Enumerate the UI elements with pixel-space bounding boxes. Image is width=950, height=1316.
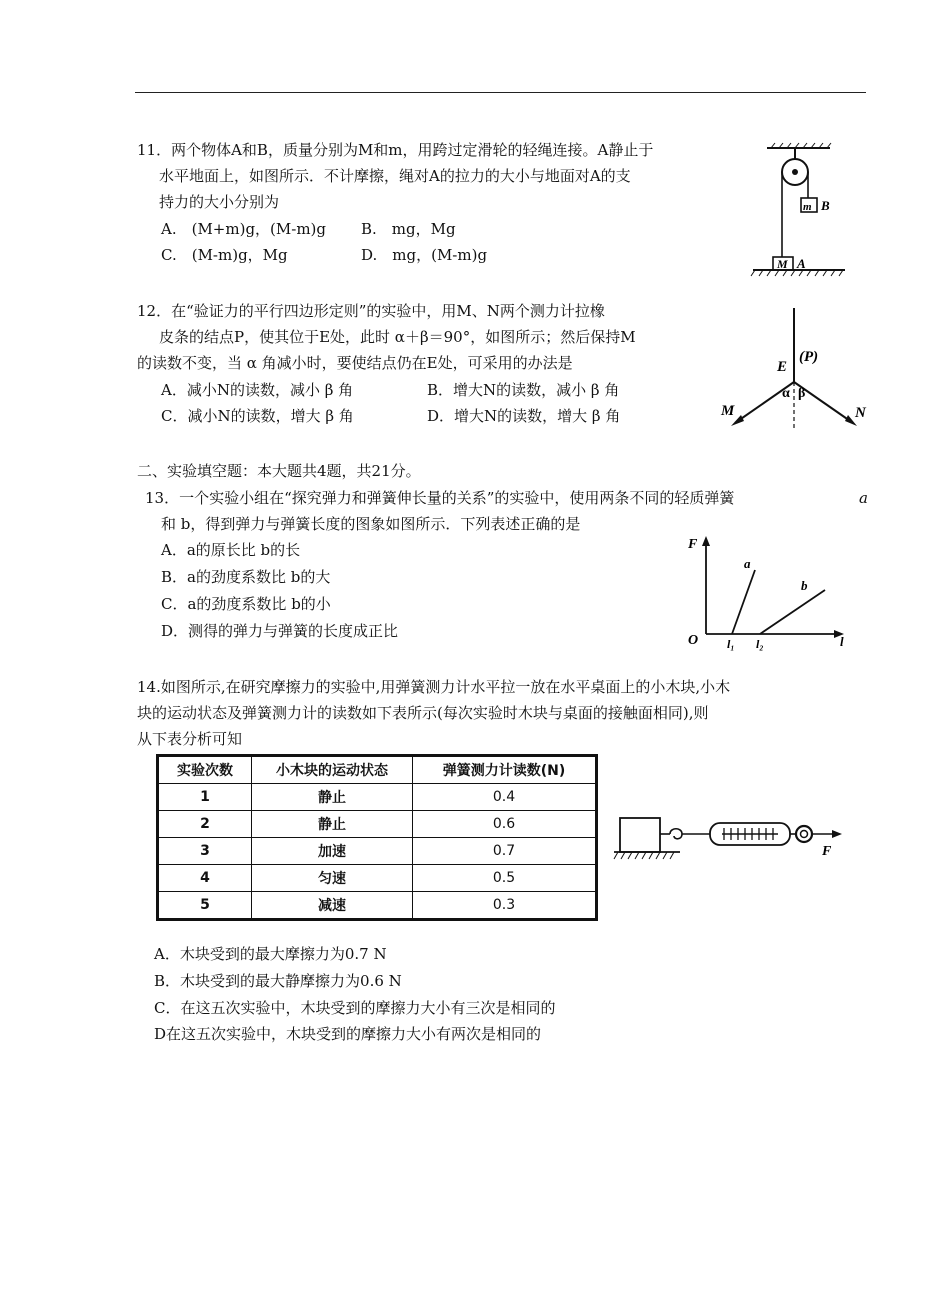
q14-option-a: A．木块受到的最大摩擦力为0.7 N (154, 945, 387, 963)
table-cell: 3 (158, 838, 252, 865)
table-cell: 5 (158, 892, 252, 920)
q13-option-b: B．a的劲度系数比 b的大 (161, 568, 331, 586)
table-cell: 0.7 (413, 838, 597, 865)
q11-option-b: B. mg，Mg (361, 220, 456, 238)
q11-stem-line3: 持力的大小分别为 (159, 193, 280, 211)
label-l2: l₂ (756, 637, 764, 651)
table-header-cell: 小木块的运动状态 (252, 756, 413, 784)
q11-stem-line1: 11．两个物体A和B，质量分别为M和m，用跨过定滑轮的轻绳连接。A静止于 (137, 141, 654, 159)
label-m-force: M (721, 403, 735, 419)
q12-stem-line2: 皮条的结点P，使其位于E处，此时 α＋β＝90°，如图所示；然后保持M (159, 328, 636, 346)
label-b: B (821, 198, 830, 213)
label-n-force: N (855, 405, 866, 421)
label-a-line: a (744, 556, 751, 571)
q12-option-b: B．增大N的读数，减小 β 角 (427, 381, 620, 399)
q13-stem-line1: 13．一个实验小组在“探究弹力和弹簧伸长量的关系”的实验中，使用两条不同的轻质弹簧 (145, 489, 735, 507)
q13-graph-figure (680, 532, 855, 652)
table-header-cell: 实验次数 (158, 756, 252, 784)
table-cell: 0.4 (413, 784, 597, 811)
q13-option-d: D．测得的弹力与弹簧的长度成正比 (161, 622, 399, 640)
label-e: E (777, 359, 788, 375)
table-cell: 0.5 (413, 865, 597, 892)
axis-label-f: F (688, 537, 698, 552)
section2-title: 二、实验填空题：本大题共4题，共21分。 (137, 462, 421, 480)
table-row (158, 811, 597, 838)
q12-option-d: D．增大N的读数，增大 β 角 (427, 407, 621, 425)
table-cell: 0.6 (413, 811, 597, 838)
origin-label: O (688, 633, 699, 648)
label-M: M (777, 257, 788, 271)
q14-data-table (156, 754, 598, 921)
q11-pulley-figure (745, 140, 850, 280)
label-f-pull: F (822, 844, 832, 859)
q14-spring-scale-figure (610, 810, 850, 870)
q14-stem-line2: 块的运动状态及弹簧测力计的读数如下表所示(每次实验时木块与桌面的接触面相同),则 (137, 704, 709, 722)
label-b-line: b (801, 578, 808, 593)
q13-option-c: C．a的劲度系数比 b的小 (161, 595, 331, 613)
q12-force-figure (715, 300, 875, 440)
q13-stem-line2: 和 b，得到弹力与弹簧长度的图象如图所示．下列表述正确的是 (161, 515, 581, 533)
q14-stem-line1: 14.如图所示,在研究摩擦力的实验中,用弹簧测力计水平拉一放在水平桌面上的小木块,小木 (137, 678, 731, 696)
table-cell: 0.3 (413, 892, 597, 920)
label-l1: l₁ (727, 637, 735, 651)
table-row (158, 838, 597, 865)
table-cell: 2 (158, 811, 252, 838)
table-cell: 静止 (252, 784, 413, 811)
label-A: A (797, 256, 806, 271)
table-row (158, 784, 597, 811)
wooden-block (620, 818, 660, 852)
line-b (760, 590, 825, 634)
q13-option-a: A．a的原长比 b的长 (161, 541, 301, 559)
q14-stem-line3: 从下表分析可知 (137, 730, 243, 748)
q11-option-d: D. mg，(M-m)g (361, 246, 488, 264)
table-cell: 减速 (252, 892, 413, 920)
table-cell: 匀速 (252, 865, 413, 892)
table-row (158, 892, 597, 920)
q11-option-c: C. (M-m)g，Mg (161, 246, 288, 264)
q13-stem-line1-a: a (859, 489, 868, 507)
q11-stem-line2: 水平地面上，如图所示．不计摩擦，绳对A的拉力的大小与地面对A的支 (159, 167, 631, 185)
q12-stem-line3: 的读数不变，当 α 角减小时，要使结点仍在E处，可采用的办法是 (137, 354, 573, 372)
q14-option-b: B．木块受到的最大静摩擦力为0.6 N (154, 972, 402, 990)
label-m: m (803, 201, 812, 213)
q12-stem-line1: 12．在“验证力的平行四边形定则”的实验中，用M、N两个测力计拉橡 (137, 302, 605, 320)
axis-label-l: l (840, 634, 844, 649)
table-header-cell: 弹簧测力计读数(N) (413, 756, 597, 784)
table-cell: 静止 (252, 811, 413, 838)
q11-option-a: A. (M+m)g，(M-m)g (161, 220, 327, 238)
q12-option-a: A．减小N的读数，减小 β 角 (161, 381, 354, 399)
label-beta: β (798, 386, 806, 401)
table-row (158, 865, 597, 892)
q12-option-c: C．减小N的读数，增大 β 角 (161, 407, 354, 425)
q14-option-c: C．在这五次实验中，木块受到的摩擦力大小有三次是相同的 (154, 999, 556, 1017)
table-cell: 1 (158, 784, 252, 811)
table-cell: 加速 (252, 838, 413, 865)
table-header-row (158, 756, 597, 784)
line-a (732, 570, 755, 634)
table-cell: 4 (158, 865, 252, 892)
label-alpha: α (782, 386, 790, 401)
label-p: (P) (799, 349, 819, 365)
header-rule (135, 92, 866, 93)
q14-option-d: D在这五次实验中，木块受到的摩擦力大小有两次是相同的 (154, 1025, 542, 1043)
